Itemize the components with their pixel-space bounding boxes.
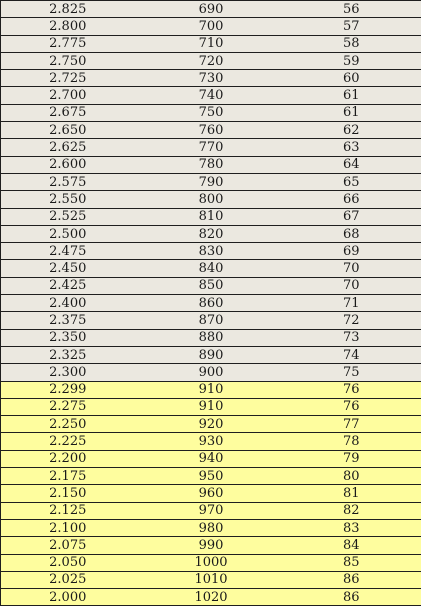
score-cell: 1000 — [141, 554, 282, 571]
gpa-cell: 2.299 — [1, 381, 141, 398]
score-cell: 880 — [141, 329, 282, 346]
gpa-cell: 2.750 — [1, 52, 141, 69]
table-row — [1, 416, 421, 433]
gpa-cell: 2.375 — [1, 312, 141, 329]
score-cell: 790 — [141, 173, 282, 190]
table-row — [1, 260, 421, 277]
score-cell: 840 — [141, 260, 282, 277]
score-cell: 690 — [141, 1, 282, 18]
gpa-cell: 2.400 — [1, 295, 141, 312]
table-row — [1, 1, 421, 18]
gpa-cell: 2.325 — [1, 346, 141, 363]
percentile-cell: 75 — [282, 364, 421, 381]
percentile-cell: 84 — [282, 537, 421, 554]
gpa-cell: 2.250 — [1, 416, 141, 433]
percentile-cell: 86 — [282, 589, 421, 606]
score-cell: 990 — [141, 537, 282, 554]
gpa-cell: 2.575 — [1, 173, 141, 190]
score-cell: 850 — [141, 277, 282, 294]
percentile-cell: 61 — [282, 104, 421, 121]
gpa-cell: 2.725 — [1, 70, 141, 87]
percentile-cell: 67 — [282, 208, 421, 225]
score-cell: 870 — [141, 312, 282, 329]
percentile-cell: 69 — [282, 243, 421, 260]
percentile-cell: 61 — [282, 87, 421, 104]
gpa-cell: 2.675 — [1, 104, 141, 121]
percentile-cell: 86 — [282, 571, 421, 588]
score-cell: 940 — [141, 450, 282, 467]
table-row — [1, 589, 421, 606]
percentile-cell: 60 — [282, 70, 421, 87]
percentile-cell: 77 — [282, 416, 421, 433]
percentile-cell: 76 — [282, 381, 421, 398]
gpa-cell: 2.125 — [1, 502, 141, 519]
table-row — [1, 398, 421, 415]
score-cell: 710 — [141, 35, 282, 52]
score-cell: 910 — [141, 398, 282, 415]
table-row — [1, 312, 421, 329]
table-row — [1, 433, 421, 450]
table-row — [1, 122, 421, 139]
percentile-cell: 79 — [282, 450, 421, 467]
table-row — [1, 139, 421, 156]
score-cell: 1010 — [141, 571, 282, 588]
gpa-cell: 2.425 — [1, 277, 141, 294]
score-cell: 910 — [141, 381, 282, 398]
percentile-cell: 70 — [282, 260, 421, 277]
percentile-cell: 63 — [282, 139, 421, 156]
percentile-cell: 83 — [282, 519, 421, 536]
table-row — [1, 18, 421, 35]
percentile-cell: 72 — [282, 312, 421, 329]
gpa-cell: 2.175 — [1, 468, 141, 485]
table-row — [1, 87, 421, 104]
score-cell: 760 — [141, 122, 282, 139]
score-cell: 730 — [141, 70, 282, 87]
gpa-cell: 2.100 — [1, 519, 141, 536]
percentile-cell: 81 — [282, 485, 421, 502]
percentile-cell: 70 — [282, 277, 421, 294]
table-row — [1, 554, 421, 571]
score-cell: 890 — [141, 346, 282, 363]
table-row — [1, 519, 421, 536]
percentile-cell: 78 — [282, 433, 421, 450]
percentile-cell: 82 — [282, 502, 421, 519]
gpa-cell: 2.650 — [1, 122, 141, 139]
score-cell: 960 — [141, 485, 282, 502]
percentile-cell: 59 — [282, 52, 421, 69]
gpa-cell: 2.600 — [1, 156, 141, 173]
table-row — [1, 104, 421, 121]
table-row — [1, 364, 421, 381]
score-cell: 750 — [141, 104, 282, 121]
gpa-cell: 2.475 — [1, 243, 141, 260]
score-cell: 950 — [141, 468, 282, 485]
gpa-cell: 2.200 — [1, 450, 141, 467]
table-row — [1, 277, 421, 294]
score-cell: 770 — [141, 139, 282, 156]
gpa-cell: 2.625 — [1, 139, 141, 156]
score-cell: 830 — [141, 243, 282, 260]
table-body — [1, 1, 421, 606]
table-row — [1, 468, 421, 485]
table-row — [1, 381, 421, 398]
gpa-cell: 2.800 — [1, 18, 141, 35]
table-row — [1, 156, 421, 173]
table-row — [1, 450, 421, 467]
gpa-cell: 2.225 — [1, 433, 141, 450]
gpa-cell: 2.550 — [1, 191, 141, 208]
table-row — [1, 173, 421, 190]
score-cell: 980 — [141, 519, 282, 536]
score-cell: 900 — [141, 364, 282, 381]
gpa-cell: 2.775 — [1, 35, 141, 52]
gpa-cell: 2.000 — [1, 589, 141, 606]
table-row — [1, 571, 421, 588]
gpa-cell: 2.075 — [1, 537, 141, 554]
gpa-cell: 2.350 — [1, 329, 141, 346]
score-cell: 720 — [141, 52, 282, 69]
table-row — [1, 191, 421, 208]
gpa-cell: 2.825 — [1, 1, 141, 18]
table-row — [1, 35, 421, 52]
percentile-cell: 74 — [282, 346, 421, 363]
percentile-cell: 68 — [282, 225, 421, 242]
percentile-cell: 64 — [282, 156, 421, 173]
table-row — [1, 208, 421, 225]
table-row — [1, 243, 421, 260]
gpa-cell: 2.500 — [1, 225, 141, 242]
gpa-cell: 2.150 — [1, 485, 141, 502]
table-row — [1, 537, 421, 554]
score-cell: 780 — [141, 156, 282, 173]
score-cell: 920 — [141, 416, 282, 433]
gpa-cell: 2.050 — [1, 554, 141, 571]
score-cell: 810 — [141, 208, 282, 225]
percentile-cell: 65 — [282, 173, 421, 190]
percentile-cell: 76 — [282, 398, 421, 415]
percentile-cell: 85 — [282, 554, 421, 571]
gpa-cell: 2.300 — [1, 364, 141, 381]
score-cell: 930 — [141, 433, 282, 450]
table-row — [1, 502, 421, 519]
score-cell: 860 — [141, 295, 282, 312]
table-row — [1, 346, 421, 363]
percentile-cell: 58 — [282, 35, 421, 52]
score-cell: 740 — [141, 87, 282, 104]
percentile-cell: 66 — [282, 191, 421, 208]
table-row — [1, 52, 421, 69]
gpa-cell: 2.700 — [1, 87, 141, 104]
table-row — [1, 225, 421, 242]
percentile-cell: 56 — [282, 1, 421, 18]
score-cell: 700 — [141, 18, 282, 35]
table-row — [1, 485, 421, 502]
score-cell: 800 — [141, 191, 282, 208]
percentile-cell: 62 — [282, 122, 421, 139]
score-cell: 820 — [141, 225, 282, 242]
table-row — [1, 295, 421, 312]
gpa-cell: 2.275 — [1, 398, 141, 415]
percentile-cell: 57 — [282, 18, 421, 35]
table-row — [1, 70, 421, 87]
score-cell: 1020 — [141, 589, 282, 606]
table-row — [1, 329, 421, 346]
gpa-cell: 2.025 — [1, 571, 141, 588]
percentile-cell: 73 — [282, 329, 421, 346]
gpa-cell: 2.525 — [1, 208, 141, 225]
percentile-cell: 71 — [282, 295, 421, 312]
percentile-cell: 80 — [282, 468, 421, 485]
score-cell: 970 — [141, 502, 282, 519]
gpa-cell: 2.450 — [1, 260, 141, 277]
